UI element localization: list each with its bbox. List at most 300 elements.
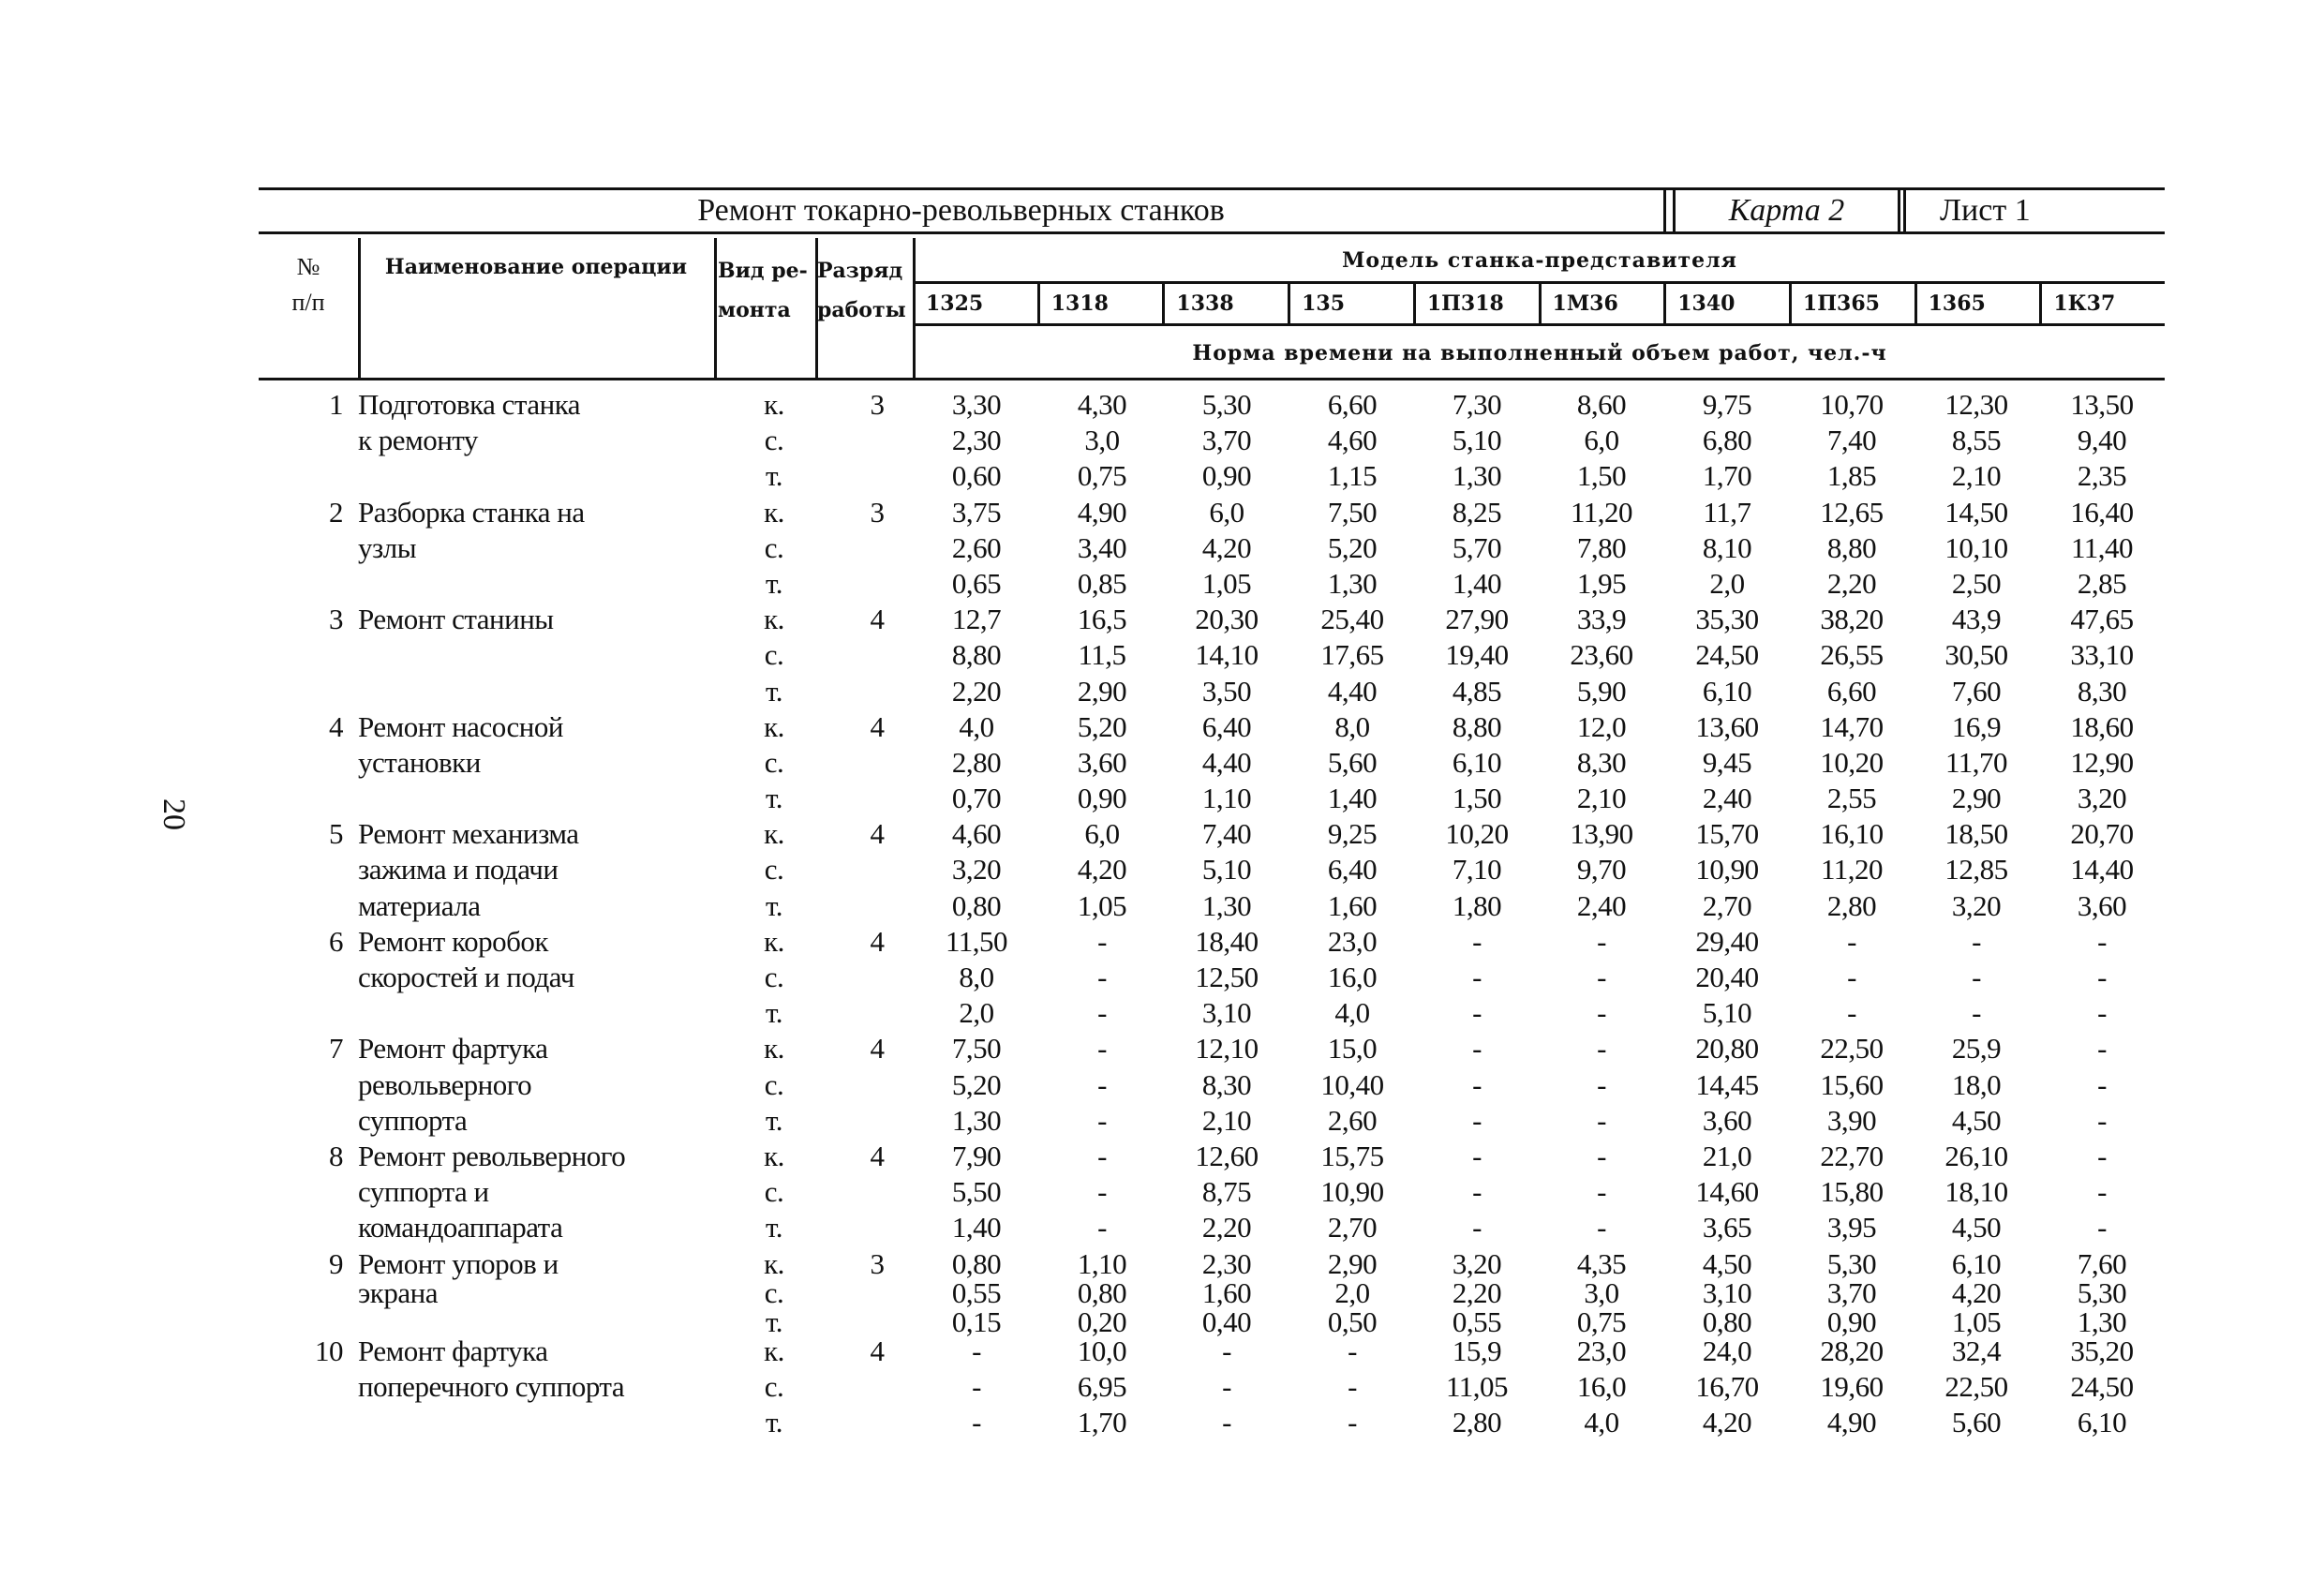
time-norm-cell: 8,10 (1702, 530, 1752, 564)
time-norm-cell: 11,50 (945, 924, 1008, 958)
time-norm-cell: 4,20 (1951, 1275, 2002, 1309)
time-norm-cell: - (1972, 996, 1981, 1030)
time-norm-cell: 6,80 (1702, 424, 1752, 457)
time-norm-cell: 6,10 (1452, 745, 1502, 779)
time-norm-cell: 23,60 (1570, 638, 1633, 672)
time-norm-cell: 0,20 (1077, 1304, 1127, 1338)
time-norm-cell: 5,60 (1327, 745, 1378, 779)
time-norm-cell: 5,20 (1327, 530, 1378, 564)
time-norm-cell: 0,80 (951, 888, 1002, 922)
row-number: 6 (329, 924, 343, 958)
table-row (259, 889, 2165, 925)
time-norm-cell: - (1472, 924, 1482, 958)
time-norm-cell: 15,70 (1695, 817, 1759, 851)
time-norm-cell: 26,10 (1944, 1139, 2008, 1172)
time-norm-cell: 6,60 (1826, 674, 1877, 708)
time-norm-cell: 11,20 (1570, 495, 1633, 529)
time-norm-cell: - (1472, 1032, 1482, 1066)
time-norm-cell: 1,70 (1702, 459, 1752, 493)
time-norm-cell: - (1348, 1405, 1357, 1438)
time-norm-cell: 3,75 (951, 495, 1002, 529)
time-norm-cell: 6,40 (1327, 853, 1378, 887)
time-norm-cell: 2,0 (1334, 1275, 1370, 1309)
time-norm-cell: 1,30 (2077, 1304, 2127, 1338)
time-norm-cell: 2,50 (1951, 566, 2002, 600)
time-norm-cell: - (2097, 1211, 2107, 1245)
work-grade: 4 (870, 924, 885, 958)
time-norm-cell: 1,80 (1452, 888, 1502, 922)
model-group-header: Модель станка-представителя (1342, 248, 1737, 273)
time-norm-cell: 3,30 (951, 388, 1002, 421)
time-norm-cell: 21,0 (1702, 1139, 1752, 1172)
model-header: 1318 (1037, 284, 1163, 323)
time-norm-cell: 12,60 (1195, 1139, 1259, 1172)
time-norm-cell: 13,50 (2070, 388, 2134, 421)
time-norm-cell: 29,40 (1695, 924, 1759, 958)
time-norm-cell: 2,70 (1327, 1211, 1378, 1245)
time-norm-cell: 32,4 (1951, 1334, 2002, 1367)
time-norm-cell: 4,0 (1584, 1405, 1619, 1438)
time-norm-cell: 13,90 (1570, 817, 1633, 851)
time-norm-cell: 5,30 (1201, 388, 1252, 421)
time-norm-cell: 1,70 (1077, 1405, 1127, 1438)
time-norm-cell: 12,7 (951, 603, 1002, 636)
time-norm-cell: 12,0 (1576, 709, 1627, 743)
time-norm-cell: 4,40 (1327, 674, 1378, 708)
time-norm-cell: 3,20 (1452, 1246, 1502, 1280)
time-norm-cell: 14,60 (1695, 1175, 1759, 1209)
time-norm-cell: 16,40 (2070, 495, 2134, 529)
time-norm-cell: 7,80 (1576, 530, 1627, 564)
time-norm-cell: 8,55 (1951, 424, 2002, 457)
time-norm-cell: 4,50 (1951, 1211, 2002, 1245)
time-norm-cell: 10,40 (1320, 1067, 1384, 1101)
time-norm-cell: 7,40 (1826, 424, 1877, 457)
time-norm-cell: - (1972, 924, 1981, 958)
model-header: 1К37 (2039, 284, 2165, 323)
time-norm-cell: 14,10 (1195, 638, 1259, 672)
time-norm-cell: 6,60 (1327, 388, 1378, 421)
work-grade: 4 (870, 1139, 885, 1172)
time-norm-cell: 8,80 (951, 638, 1002, 672)
work-grade: 4 (870, 1032, 885, 1066)
time-norm-cell: 4,30 (1077, 388, 1127, 421)
operation-name: Ремонт насосной (358, 709, 563, 743)
table-row (259, 925, 2165, 961)
time-norm-cell: 14,50 (1944, 495, 2008, 529)
repair-type: т. (766, 459, 782, 493)
time-norm-cell: 5,30 (1826, 1246, 1877, 1280)
table-body (259, 388, 2165, 1441)
operation-name: материала (358, 888, 481, 922)
time-norm-cell: - (1348, 1334, 1357, 1367)
time-norm-cell: 14,45 (1695, 1067, 1759, 1101)
operation-name: Ремонт фартука (358, 1334, 548, 1367)
time-norm-cell: 16,0 (1327, 961, 1378, 993)
time-norm-cell: 2,60 (951, 530, 1002, 564)
time-norm-cell: 1,95 (1576, 566, 1627, 600)
time-norm-cell: 0,80 (1077, 1275, 1127, 1309)
time-norm-cell: 2,10 (1576, 782, 1627, 815)
time-norm-cell: 27,90 (1445, 603, 1509, 636)
time-norm-cell: 2,35 (2077, 459, 2127, 493)
time-norm-cell: - (1597, 1211, 1606, 1245)
repair-type: т. (766, 1405, 782, 1438)
time-norm-cell: - (1597, 1139, 1606, 1172)
time-norm-cell: 8,80 (1452, 709, 1502, 743)
time-norm-cell: - (2097, 961, 2107, 993)
table-row (259, 496, 2165, 531)
time-norm-cell: 1,40 (1452, 566, 1502, 600)
column-header-type: Вид ре- монта (718, 259, 808, 322)
repair-type: т. (766, 782, 782, 815)
time-norm-cell: 18,60 (2070, 709, 2134, 743)
time-norm-cell: 5,10 (1201, 853, 1252, 887)
work-grade: 3 (870, 1246, 885, 1280)
repair-type: с. (764, 1369, 784, 1403)
repair-type: с. (764, 638, 784, 672)
repair-type: с. (764, 424, 784, 457)
time-norm-cell: 10,70 (1820, 388, 1884, 421)
time-norm-cell: 18,40 (1195, 924, 1259, 958)
operation-name: Ремонт механизма (358, 817, 579, 851)
time-norm-cell: 5,10 (1452, 424, 1502, 457)
operation-name: командоаппарата (358, 1211, 563, 1245)
time-norm-cell: 16,10 (1820, 817, 1884, 851)
table-row (259, 1406, 2165, 1441)
time-norm-cell: 4,85 (1452, 674, 1502, 708)
time-norm-cell: 12,30 (1944, 388, 2008, 421)
time-norm-cell: 5,20 (951, 1067, 1002, 1101)
row-number: 9 (329, 1246, 343, 1280)
table-row (259, 567, 2165, 603)
time-norm-cell: 0,90 (1201, 459, 1252, 493)
repair-type: к. (764, 388, 784, 421)
time-norm-cell: 1,05 (1951, 1304, 2002, 1338)
title-divider (1666, 190, 1676, 231)
time-norm-cell: - (1597, 996, 1606, 1030)
time-norm-cell: 33,10 (2070, 638, 2134, 672)
row-number: 3 (329, 603, 343, 636)
time-norm-cell: 5,90 (1576, 674, 1627, 708)
time-norm-cell: 0,50 (1327, 1304, 1378, 1338)
time-norm-cell: 0,70 (951, 782, 1002, 815)
time-norm-cell: 4,40 (1201, 745, 1252, 779)
time-norm-cell: 17,65 (1320, 638, 1384, 672)
time-norm-cell: 5,70 (1452, 530, 1502, 564)
repair-type: с. (764, 745, 784, 779)
table-row (259, 459, 2165, 495)
repair-type: к. (764, 1032, 784, 1066)
repair-type: с. (764, 1175, 784, 1209)
time-norm-cell: 1,85 (1826, 459, 1877, 493)
model-header: 1М36 (1539, 284, 1664, 323)
time-norm-cell: 12,90 (2070, 745, 2134, 779)
time-norm-cell: 0,40 (1201, 1304, 1252, 1338)
time-norm-cell: 14,40 (2070, 853, 2134, 887)
model-header: 135 (1288, 284, 1413, 323)
time-norm-cell: 13,60 (1695, 709, 1759, 743)
row-number: 7 (329, 1032, 343, 1066)
table-row (259, 1032, 2165, 1067)
repair-type: с. (764, 1067, 784, 1101)
time-norm-cell: - (1097, 1032, 1107, 1066)
time-norm-cell: 6,0 (1584, 424, 1619, 457)
time-norm-cell: 19,40 (1445, 638, 1509, 672)
time-norm-cell: 8,75 (1201, 1175, 1252, 1209)
time-norm-cell: 8,0 (1334, 709, 1370, 743)
table-row (259, 817, 2165, 853)
time-norm-cell: - (1222, 1334, 1231, 1367)
time-norm-cell: - (1097, 961, 1107, 993)
time-norm-cell: 3,60 (1077, 745, 1127, 779)
time-norm-cell: 1,50 (1452, 782, 1502, 815)
time-norm-cell: 0,65 (951, 566, 1002, 600)
time-norm-cell: 3,70 (1826, 1275, 1877, 1309)
time-norm-cell: 12,85 (1944, 853, 2008, 887)
time-norm-cell: 4,90 (1077, 495, 1127, 529)
column-header-num: № п/п (291, 253, 325, 316)
time-norm-cell: - (1847, 961, 1856, 993)
repair-type: с. (764, 1275, 784, 1309)
table-row (259, 638, 2165, 674)
operation-name: Ремонт коробок (358, 924, 548, 958)
time-norm-cell: 7,40 (1201, 817, 1252, 851)
time-norm-cell: 2,10 (1201, 1103, 1252, 1137)
operation-name: Ремонт револьверного (358, 1139, 626, 1172)
time-norm-cell: - (2097, 1103, 2107, 1137)
time-norm-cell: 23,0 (1576, 1334, 1627, 1367)
time-norm-cell: 1,30 (1452, 459, 1502, 493)
time-norm-cell: 9,75 (1702, 388, 1752, 421)
time-norm-cell: 2,90 (1951, 782, 2002, 815)
table-row (259, 1104, 2165, 1140)
time-norm-cell: 47,65 (2070, 603, 2134, 636)
repair-type: к. (764, 1334, 784, 1367)
time-norm-cell: 43,9 (1951, 603, 2002, 636)
time-norm-cell: - (2097, 1032, 2107, 1066)
time-norm-cell: 3,0 (1084, 424, 1120, 457)
time-norm-cell: 12,10 (1195, 1032, 1259, 1066)
work-grade: 3 (870, 495, 885, 529)
time-norm-cell: - (1597, 1103, 1606, 1137)
time-norm-cell: 1,05 (1201, 566, 1252, 600)
table-row (259, 710, 2165, 746)
time-norm-cell: 4,0 (959, 709, 994, 743)
model-header: 1325 (926, 291, 984, 316)
time-norm-cell: 4,0 (1334, 996, 1370, 1030)
time-norm-cell: 15,0 (1327, 1032, 1378, 1066)
time-norm-cell: - (1597, 1067, 1606, 1101)
time-norm-cell: 0,80 (951, 1246, 1002, 1280)
repair-type: к. (764, 1139, 784, 1172)
time-norm-cell: - (2097, 924, 2107, 958)
time-norm-cell: 10,10 (1944, 530, 2008, 564)
repair-type: т. (766, 1211, 782, 1245)
time-norm-cell: 1,60 (1327, 888, 1378, 922)
time-norm-cell: 1,40 (951, 1211, 1002, 1245)
time-norm-cell: 5,20 (1077, 709, 1127, 743)
work-grade: 3 (870, 388, 885, 421)
table-row (259, 1175, 2165, 1211)
model-header: 1П318 (1413, 284, 1539, 323)
time-norm-cell: 1,10 (1077, 1246, 1127, 1280)
time-norm-cell: - (2097, 1175, 2107, 1209)
repair-type: т. (766, 566, 782, 600)
time-norm-cell: 25,9 (1951, 1032, 2002, 1066)
time-norm-cell: 3,20 (951, 853, 1002, 887)
repair-type: т. (766, 996, 782, 1030)
time-norm-cell: 11,7 (1703, 495, 1751, 529)
time-norm-cell: - (1472, 1175, 1482, 1209)
time-norm-cell: 4,20 (1201, 530, 1252, 564)
repair-type: т. (766, 888, 782, 922)
table-row (259, 853, 2165, 888)
table-row (259, 782, 2165, 817)
time-norm-cell: 3,60 (1702, 1103, 1752, 1137)
time-norm-cell: - (2097, 996, 2107, 1030)
time-norm-cell: 8,30 (2077, 674, 2127, 708)
model-header: 1365 (1914, 284, 2040, 323)
time-norm-cell: 2,0 (959, 996, 994, 1030)
time-norm-cell: 25,40 (1320, 603, 1384, 636)
time-norm-cell: 15,9 (1452, 1334, 1502, 1367)
time-norm-cell: 7,90 (951, 1139, 1002, 1172)
time-norm-cell: 33,9 (1576, 603, 1627, 636)
time-norm-cell: 1,50 (1576, 459, 1627, 493)
time-norm-cell: - (1597, 924, 1606, 958)
time-norm-cell: 9,40 (2077, 424, 2127, 457)
time-norm-cell: 16,9 (1951, 709, 2002, 743)
time-norm-cell: 3,90 (1826, 1103, 1877, 1137)
time-norm-cell: 20,40 (1695, 961, 1759, 993)
time-norm-cell: - (1472, 1103, 1482, 1137)
table-row (259, 746, 2165, 782)
time-norm-cell: 12,65 (1820, 495, 1884, 529)
time-norm-cell: 6,0 (1084, 817, 1120, 851)
time-norm-cell: 20,30 (1195, 603, 1259, 636)
title-strip (259, 187, 2165, 234)
norm-header: Норма времени на выполненный объем работ, чел.-ч (1192, 341, 1887, 365)
time-norm-cell: 0,55 (951, 1275, 1002, 1309)
time-norm-cell: 2,70 (1702, 888, 1752, 922)
time-norm-cell: 8,0 (959, 961, 994, 993)
table-row (259, 1275, 2165, 1309)
time-norm-cell: 19,60 (1820, 1369, 1884, 1403)
time-norm-cell: 4,35 (1576, 1246, 1627, 1280)
time-norm-cell: 5,50 (951, 1175, 1002, 1209)
table-title: Ремонт токарно-револьверных станков (259, 190, 1666, 231)
time-norm-cell: 2,85 (2077, 566, 2127, 600)
time-norm-cell: 7,60 (1951, 674, 2002, 708)
time-norm-cell: 2,90 (1077, 674, 1127, 708)
work-grade: 4 (870, 1334, 885, 1367)
time-norm-cell: 35,30 (1695, 603, 1759, 636)
row-number: 8 (329, 1139, 343, 1172)
repair-type: с. (764, 853, 784, 887)
time-norm-cell: 20,70 (2070, 817, 2134, 851)
repair-type: с. (764, 961, 784, 993)
table-row (259, 531, 2165, 567)
time-norm-cell: 22,50 (1944, 1369, 2008, 1403)
time-norm-cell: 24,0 (1702, 1334, 1752, 1367)
time-norm-cell: 35,20 (2070, 1334, 2134, 1367)
time-norm-cell: 3,95 (1826, 1211, 1877, 1245)
time-norm-cell: - (2097, 1067, 2107, 1101)
row-number: 10 (315, 1334, 343, 1367)
time-norm-cell: 7,50 (951, 1032, 1002, 1066)
time-norm-cell: 10,20 (1445, 817, 1509, 851)
time-norm-cell: 11,20 (1820, 853, 1884, 887)
column-header-grade: Разряд работы (817, 259, 906, 322)
page-number: 20 (156, 798, 191, 830)
work-grade: 4 (870, 709, 885, 743)
time-norm-cell: - (1472, 1139, 1482, 1172)
time-norm-cell: - (1972, 961, 1981, 993)
time-norm-cell: - (972, 1369, 981, 1403)
time-norm-cell: 0,55 (1452, 1304, 1502, 1338)
time-norm-cell: 12,50 (1195, 961, 1259, 993)
time-norm-cell: 8,25 (1452, 495, 1502, 529)
time-norm-cell: 8,60 (1576, 388, 1627, 421)
operation-name: суппорта (358, 1103, 468, 1137)
time-norm-cell: - (1097, 1139, 1107, 1172)
time-norm-cell: 10,90 (1320, 1175, 1384, 1209)
time-norm-cell: 1,60 (1201, 1275, 1252, 1309)
time-norm-cell: 2,20 (1452, 1275, 1502, 1309)
time-norm-cell: 1,30 (951, 1103, 1002, 1137)
operation-name: установки (358, 745, 481, 779)
time-norm-cell: 3,20 (1951, 888, 2002, 922)
operation-name: поперечного суппорта (358, 1369, 625, 1403)
time-norm-cell: 15,75 (1320, 1139, 1384, 1172)
time-norm-cell: 16,5 (1077, 603, 1127, 636)
table-row (259, 1140, 2165, 1175)
time-norm-cell: 2,40 (1702, 782, 1752, 815)
time-norm-cell: 26,55 (1820, 638, 1884, 672)
time-norm-cell: 1,40 (1327, 782, 1378, 815)
time-norm-cell: 9,25 (1327, 817, 1378, 851)
time-norm-cell: - (1097, 996, 1107, 1030)
time-norm-cell: 1,30 (1327, 566, 1378, 600)
time-norm-cell: 10,20 (1820, 745, 1884, 779)
operation-name: скоростей и подач (358, 961, 574, 993)
time-norm-cell: - (1597, 961, 1606, 993)
time-norm-cell: 6,40 (1201, 709, 1252, 743)
time-norm-cell: 7,50 (1327, 495, 1378, 529)
time-norm-cell: 20,80 (1695, 1032, 1759, 1066)
time-norm-cell: 3,60 (2077, 888, 2127, 922)
time-norm-cell: 7,10 (1452, 853, 1502, 887)
time-norm-cell: 1,10 (1201, 782, 1252, 815)
time-norm-cell: - (1097, 1067, 1107, 1101)
time-norm-cell: - (1472, 961, 1482, 993)
repair-type: с. (764, 530, 784, 564)
time-norm-cell: 24,50 (2070, 1369, 2134, 1403)
time-norm-cell: 7,30 (1452, 388, 1502, 421)
table-row (259, 1246, 2165, 1280)
time-norm-cell: 3,20 (2077, 782, 2127, 815)
time-norm-cell: 2,30 (1201, 1246, 1252, 1280)
time-norm-cell: 2,80 (1826, 888, 1877, 922)
time-norm-cell: 3,70 (1201, 424, 1252, 457)
sheet-label: Лист 1 (1940, 193, 2031, 228)
time-norm-cell: 10,0 (1077, 1334, 1127, 1367)
time-norm-cell: 2,60 (1327, 1103, 1378, 1137)
time-norm-cell: 2,90 (1327, 1246, 1378, 1280)
time-norm-cell: 16,70 (1695, 1369, 1759, 1403)
time-norm-cell: 9,70 (1576, 853, 1627, 887)
